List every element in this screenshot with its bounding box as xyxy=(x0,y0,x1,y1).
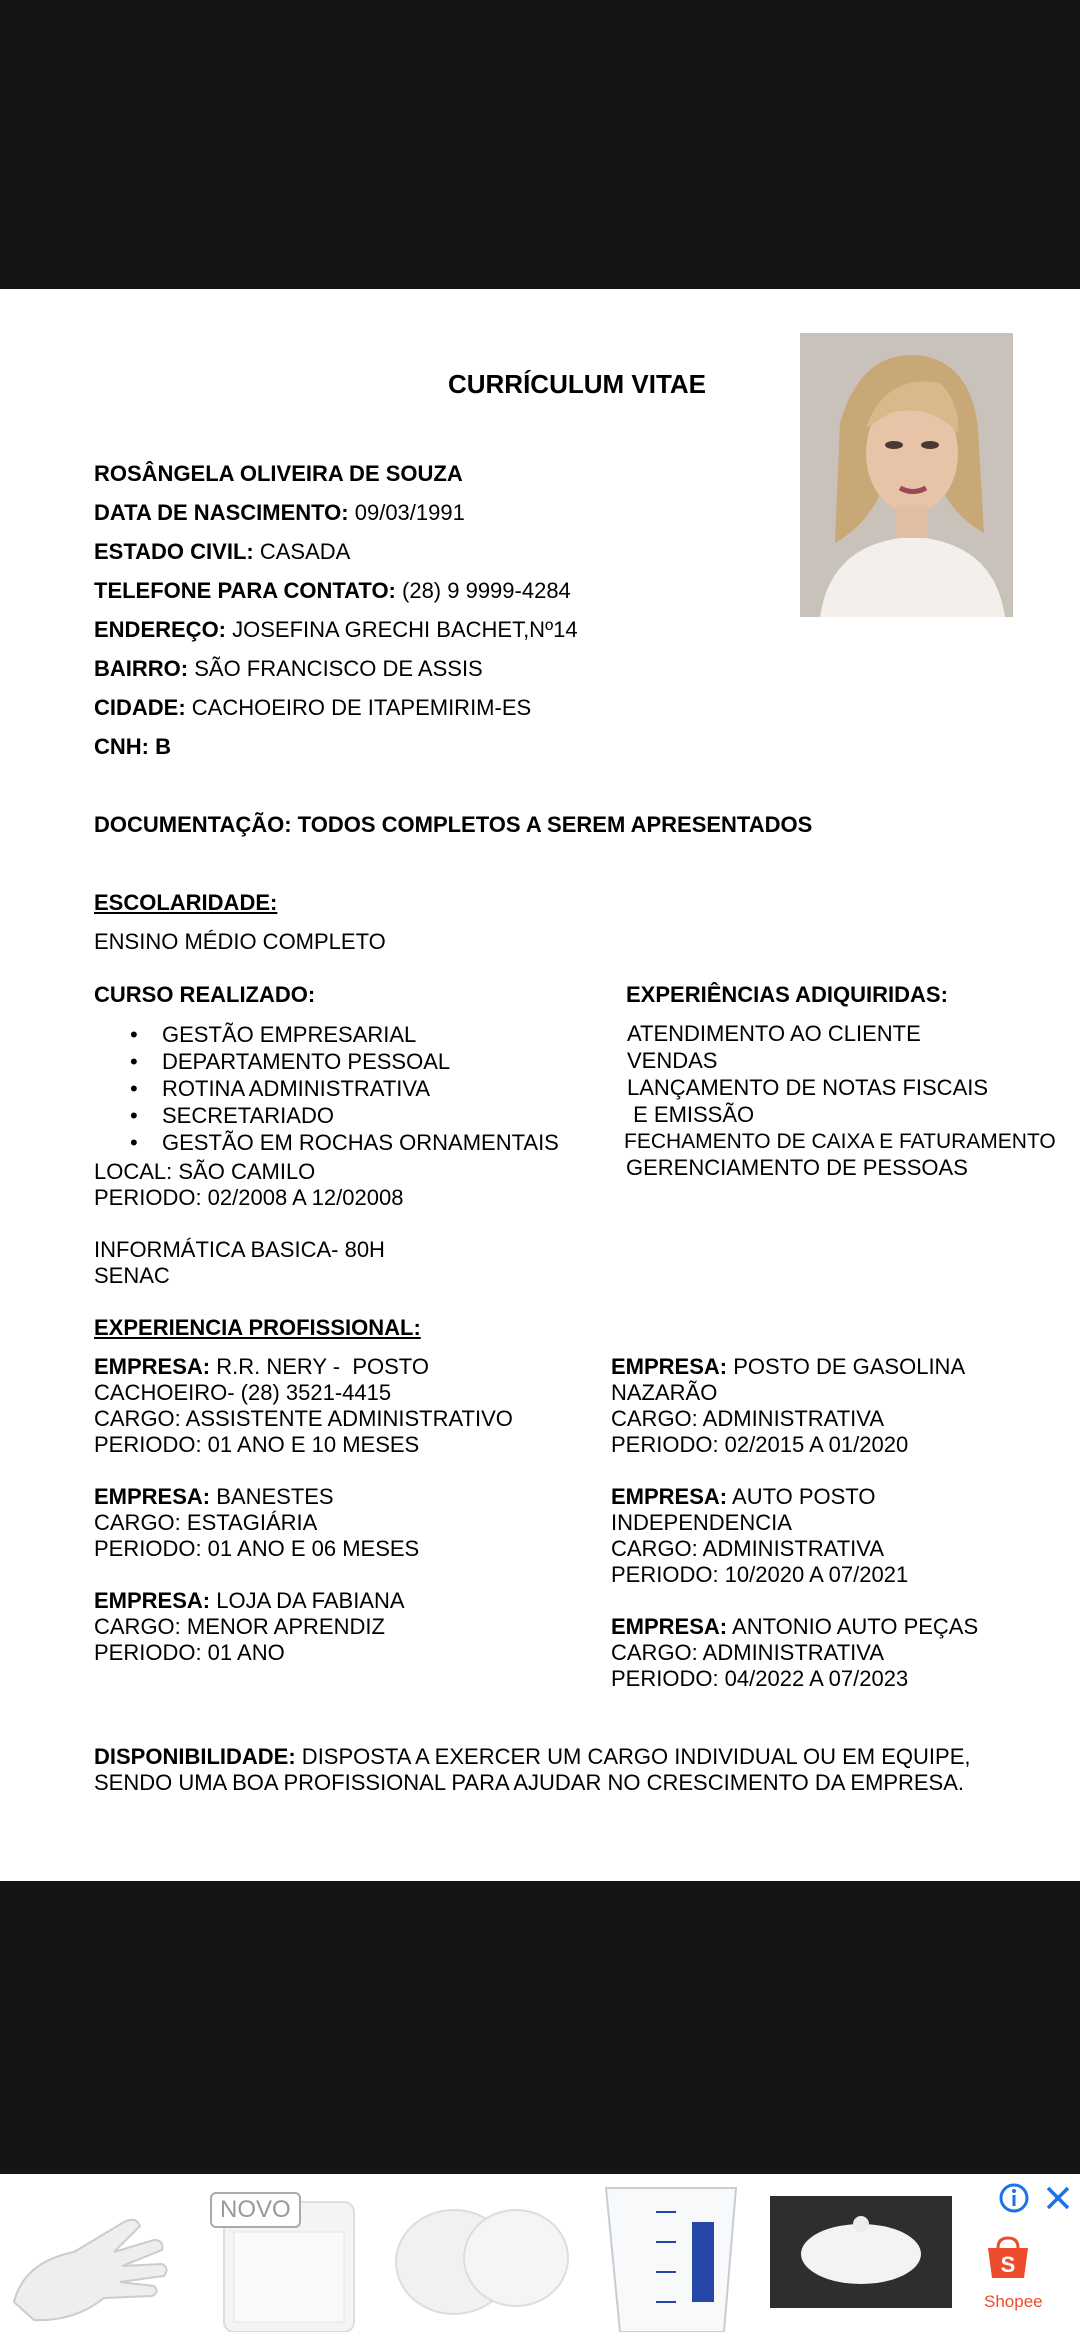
education-value: ENSINO MÉDIO COMPLETO xyxy=(94,929,386,954)
job-company: EMPRESA: BANESTES xyxy=(94,1484,334,1509)
list-item: • GESTÃO EMPRESARIAL xyxy=(94,1021,559,1048)
ad-product-plates[interactable] xyxy=(384,2182,574,2332)
job-role: CARGO: ESTAGIÁRIA xyxy=(94,1510,318,1535)
svg-text:S: S xyxy=(1000,2252,1016,2277)
computing-institution: SENAC xyxy=(94,1263,170,1288)
job-period: PERIODO: 01 ANO E 06 MESES xyxy=(94,1536,420,1561)
job-period: PERIODO: 04/2022 A 07/2023 xyxy=(611,1666,909,1691)
list-item: • SECRETARIADO xyxy=(94,1102,559,1129)
resume-document xyxy=(0,289,1080,1881)
list-item: VENDAS xyxy=(627,1048,718,1073)
job-company: EMPRESA: AUTO POSTO xyxy=(611,1484,876,1509)
shopee-logo[interactable] xyxy=(984,2236,1032,2294)
birth-date: DATA DE NASCIMENTO: 09/03/1991 xyxy=(94,500,465,525)
education-heading: ESCOLARIDADE: xyxy=(94,890,278,915)
job-company: EMPRESA: LOJA DA FABIANA xyxy=(94,1588,405,1613)
job-company: EMPRESA: POSTO DE GASOLINA xyxy=(611,1354,966,1379)
courses-heading: CURSO REALIZADO: xyxy=(94,982,316,1007)
job-company-detail: CACHOEIRO- (28) 3521-4415 xyxy=(94,1380,392,1405)
close-icon[interactable] xyxy=(1042,2182,1074,2219)
list-item: E EMISSÃO xyxy=(627,1102,755,1127)
experience-skills-heading: EXPERIÊNCIAS ADIQUIRIDAS: xyxy=(626,982,948,1007)
job-period: PERIODO: 02/2015 A 01/2020 xyxy=(611,1432,909,1457)
ad-product-beaker[interactable] xyxy=(596,2182,746,2332)
ad-banner[interactable] xyxy=(0,2174,1080,2340)
city: CIDADE: CACHOEIRO DE ITAPEMIRIM-ES xyxy=(94,695,532,720)
course-period: PERIODO: 02/2008 A 12/02008 xyxy=(94,1185,404,1210)
address: ENDEREÇO: JOSEFINA GRECHI BACHET,Nº14 xyxy=(94,617,578,642)
list-item: • ROTINA ADMINISTRATIVA xyxy=(94,1075,559,1102)
profile-photo xyxy=(800,333,1013,617)
ad-controls xyxy=(998,2182,1074,2219)
job-period: PERIODO: 10/2020 A 07/2021 xyxy=(611,1562,909,1587)
availability-line1: DISPONIBILIDADE: DISPOSTA A EXERCER UM CARGO INDIVIDUAL OU EM EQUIPE, xyxy=(94,1744,971,1769)
list-item: FECHAMENTO DE CAIXA E FATURAMENTO xyxy=(624,1130,1056,1153)
job-role: CARGO: ADMINISTRATIVA xyxy=(611,1536,884,1561)
list-item: GERENCIAMENTO DE PESSOAS xyxy=(626,1155,968,1180)
ad-product-gloves[interactable] xyxy=(4,2182,194,2332)
job-period: PERIODO: 01 ANO xyxy=(94,1640,285,1665)
candidate-name: ROSÂNGELA OLIVEIRA DE SOUZA xyxy=(94,461,463,486)
shopee-brand: Shopee xyxy=(984,2292,1043,2311)
neighborhood: BAIRRO: SÃO FRANCISCO DE ASSIS xyxy=(94,656,483,681)
job-role: CARGO: ADMINISTRATIVA xyxy=(611,1640,884,1665)
job-company-detail: NAZARÃO xyxy=(611,1380,718,1405)
job-company: EMPRESA: ANTONIO AUTO PEÇAS xyxy=(611,1614,979,1639)
driver-license: CNH: B xyxy=(94,734,171,759)
ad-product-crucible[interactable] xyxy=(770,2196,952,2308)
course-location: LOCAL: SÃO CAMILO xyxy=(94,1159,316,1184)
job-role: CARGO: MENOR APRENDIZ xyxy=(94,1614,385,1639)
documentation: DOCUMENTAÇÃO: TODOS COMPLETOS A SEREM APRESENTADOS xyxy=(94,812,813,837)
list-item: • DEPARTAMENTO PESSOAL xyxy=(94,1048,559,1075)
list-item: LANÇAMENTO DE NOTAS FISCAIS xyxy=(627,1075,989,1100)
list-item: • GESTÃO EM ROCHAS ORNAMENTAIS xyxy=(94,1129,559,1156)
list-item: ATENDIMENTO AO CLIENTE xyxy=(627,1021,921,1046)
job-period: PERIODO: 01 ANO E 10 MESES xyxy=(94,1432,420,1457)
info-icon[interactable] xyxy=(998,2182,1030,2219)
ad-product-tip-box[interactable] xyxy=(204,2182,374,2332)
job-company: EMPRESA: R.R. NERY - POSTO xyxy=(94,1354,429,1379)
marital-status: ESTADO CIVIL: CASADA xyxy=(94,539,351,564)
new-badge: NOVO xyxy=(210,2192,301,2228)
document-title: CURRÍCULUM VITAE xyxy=(447,369,707,399)
contact-phone: TELEFONE PARA CONTATO: (28) 9 9999-4284 xyxy=(94,578,571,603)
job-role: CARGO: ASSISTENTE ADMINISTRATIVO xyxy=(94,1406,513,1431)
computing-course: INFORMÁTICA BASICA- 80H xyxy=(94,1237,385,1262)
job-company-detail: INDEPENDENCIA xyxy=(611,1510,792,1535)
job-role: CARGO: ADMINISTRATIVA xyxy=(611,1406,884,1431)
courses-list xyxy=(94,1021,559,1156)
availability-line2: SENDO UMA BOA PROFISSIONAL PARA AJUDAR NO CRESCIMENTO DA EMPRESA. xyxy=(94,1770,965,1795)
professional-experience-heading: EXPERIENCIA PROFISSIONAL: xyxy=(94,1315,421,1340)
